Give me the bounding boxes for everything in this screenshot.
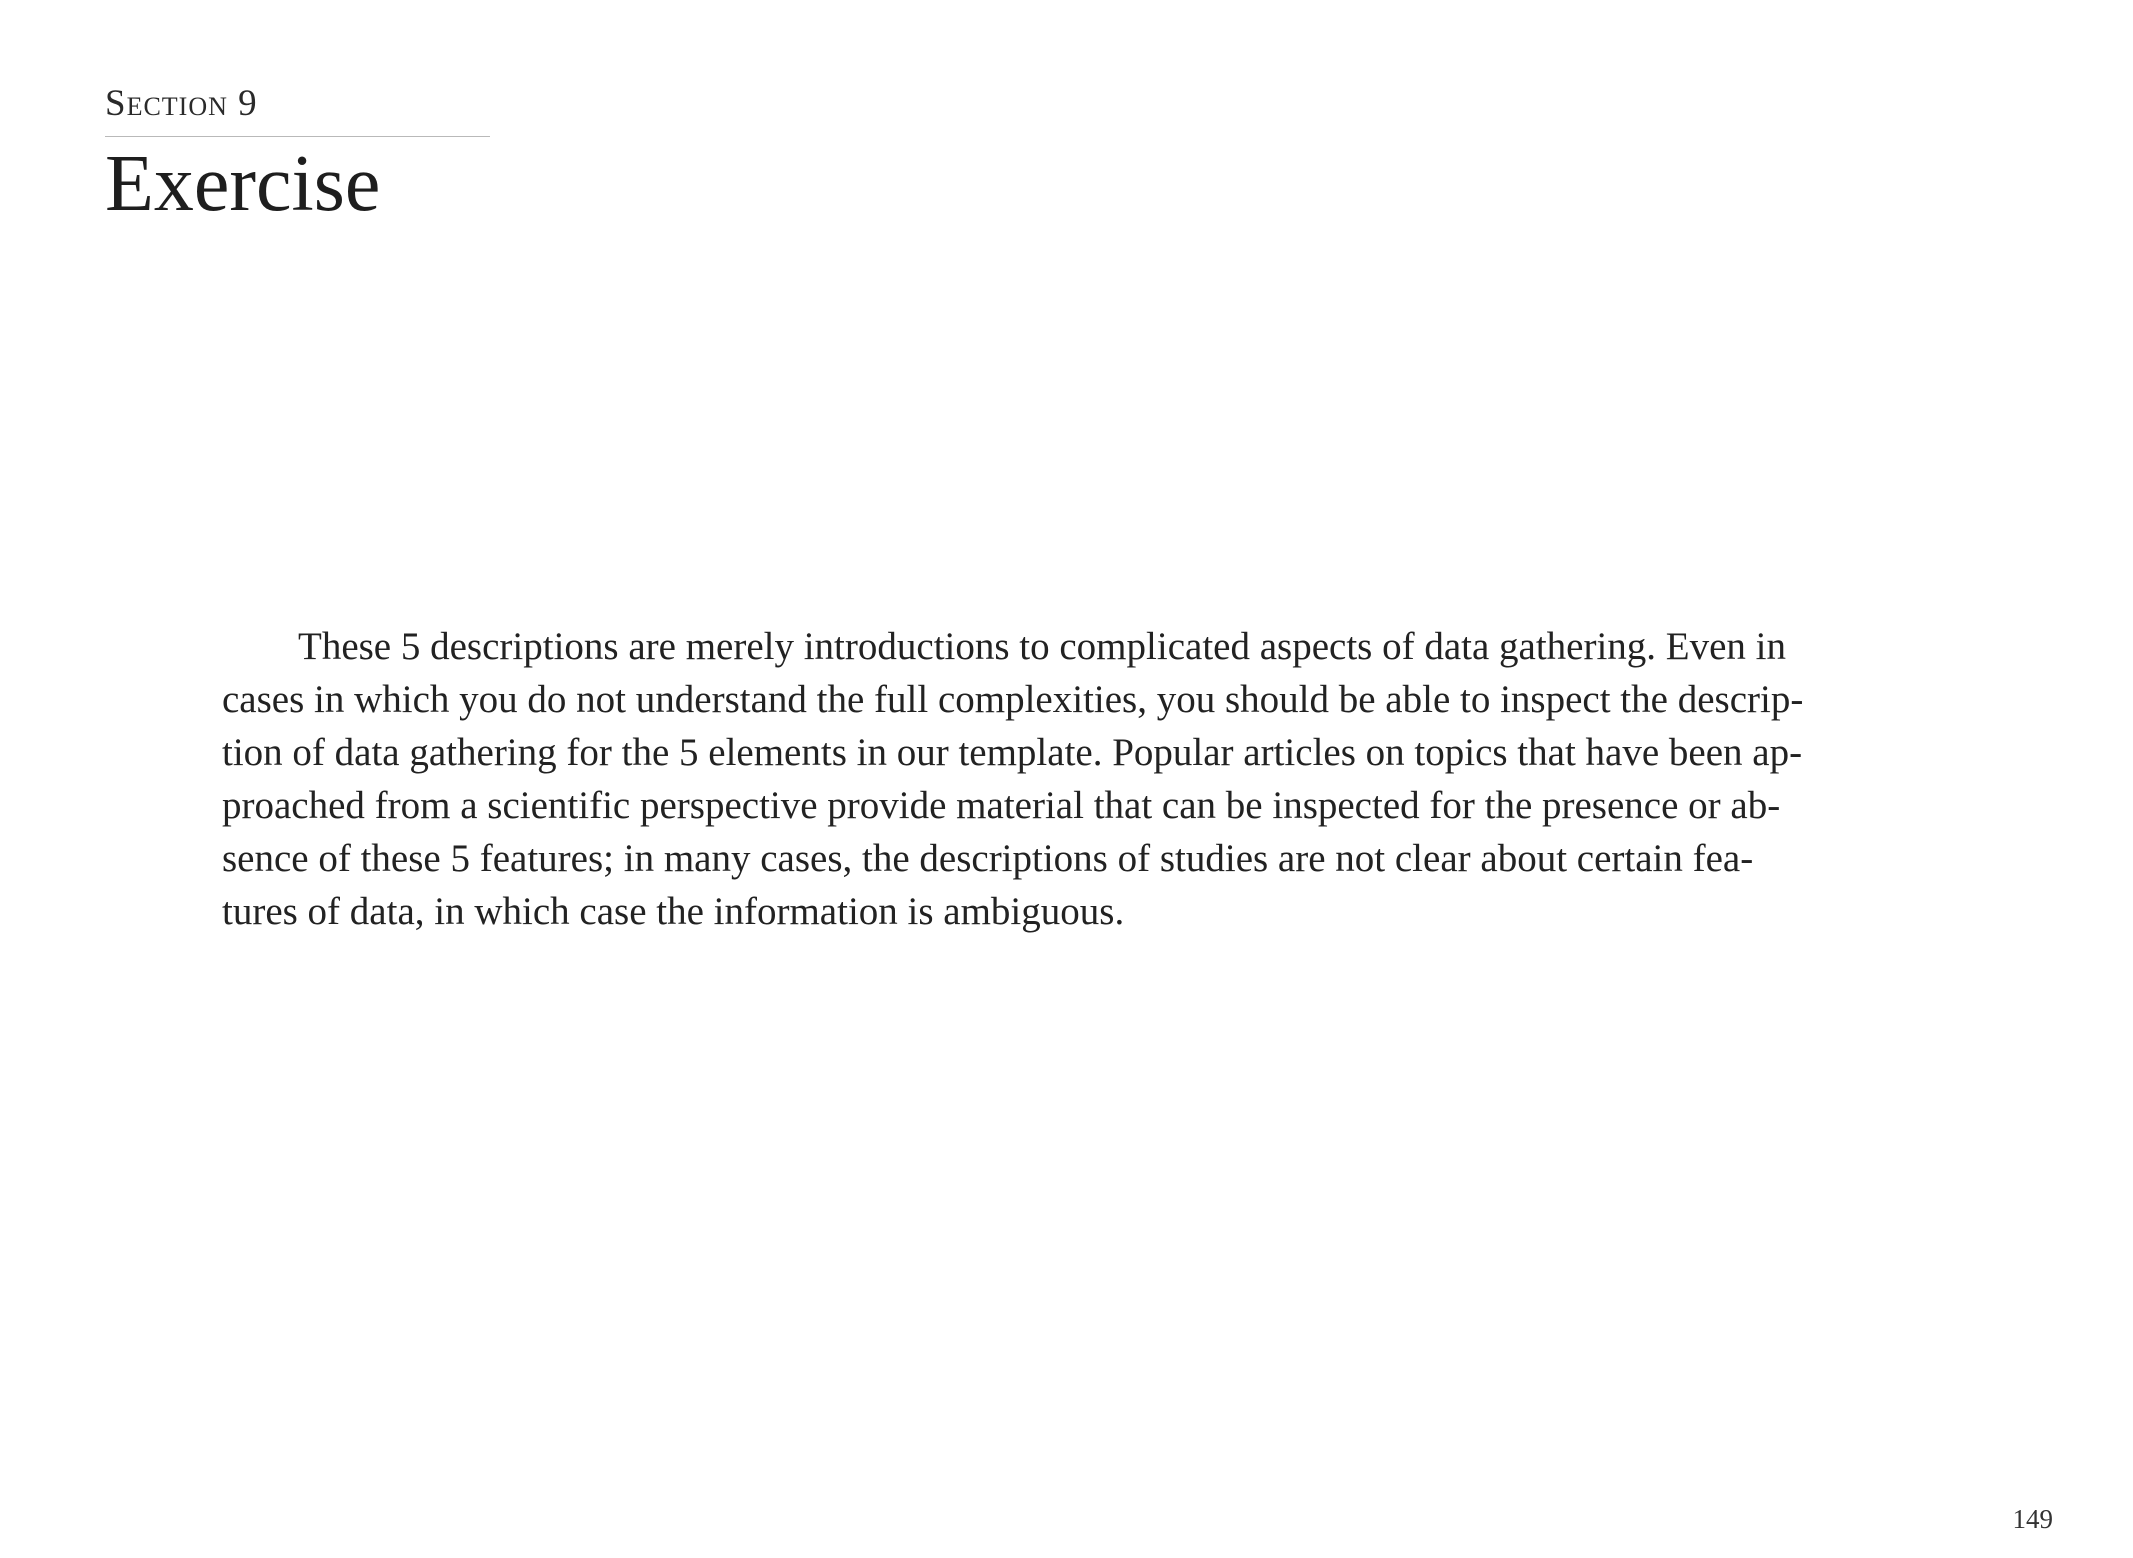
page-number: 149 [2012,1504,2053,1534]
paragraph-line: cases in which you do not understand the full complexities, you should be able to inspect the descrip- [222,678,1804,721]
section-header [105,82,490,229]
paragraph-line: proached from a scientific perspective provide material that can be inspected for the presence or ab- [222,784,1781,827]
paragraph-line: tion of data gathering for the 5 elements in our template. Popular articles on topics that have been ap- [222,731,1803,774]
paragraph-line: tures of data, in which case the information is ambiguous. [222,890,1125,933]
paragraph-line: sence of these 5 features; in many cases, the descriptions of studies are not clear about certain fea- [222,837,1754,880]
page-title: Exercise [105,140,381,228]
paragraph-line: These 5 descriptions are merely introductions to complicated aspects of data gathering. Even in [298,625,1787,668]
section-divider [105,136,490,137]
body-paragraph [222,620,1922,938]
section-label: Section 9 [105,83,258,124]
